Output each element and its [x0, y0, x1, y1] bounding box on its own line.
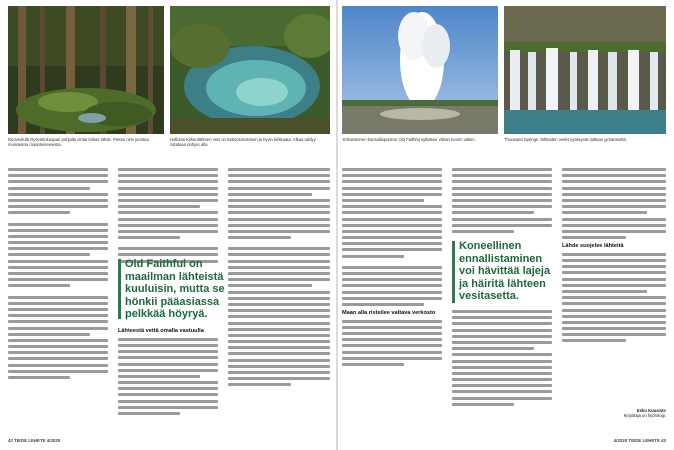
turquoise-spring-caption: Hollolan Kiikunlähteen vesi on turkoosinvärisen ja hyvin kirkkaata. Alkaa addyy ostataan pohjan alla. — [170, 137, 316, 148]
section-subhead: Lähteestä vettä omalla vastuulla — [118, 328, 204, 334]
pull-quote-right — [452, 240, 559, 303]
forest-spring-caption: Ruovedellä Ryövärinkuopan pohjalla virtaa kirkas lähde. Pekan nimi juontaa muinaiseta maanteiseweista. — [8, 137, 149, 148]
turquoise-spring-photo — [170, 6, 330, 134]
section-subhead-3: Lähde suojelee lähteitä — [562, 243, 624, 250]
body-column-1 — [8, 168, 108, 382]
thousand-springs-photo — [504, 6, 666, 134]
right-folio: 4/2020 TIEDE LEHETE 43 — [613, 438, 666, 443]
geyser-photo — [342, 6, 498, 134]
author-signature — [562, 408, 666, 419]
author-name: Esko Kuusisto — [636, 408, 666, 413]
body-column-2 — [118, 168, 218, 266]
section-subhead-2: Maan alla risteilee valtava verkosto — [342, 309, 436, 316]
body-column-2b — [118, 324, 218, 418]
pull-quote-right-text: Koneellinen ennallistaminen voi hävittää lajeja ja häiritä lähteen vesitasetta. — [459, 240, 551, 302]
pull-quote-left-text: Old Faithful on maailman lähteistä kuuluisin, mutta se hönkii pääasiassa pelkkää höyryä. — [125, 258, 225, 320]
left-folio: 42 TIEDE LEHETE 4/2020 — [8, 438, 61, 443]
author-role: Kirjoittaja on hydrologi. — [623, 413, 666, 419]
body-column-4 — [342, 168, 442, 369]
pull-quote-left — [118, 258, 225, 321]
geyser-caption: Yellowstonen kansallispuiston Old Faithful sylkäsee vähän tunnin välein. — [342, 137, 476, 142]
thousand-springs-caption: Thousand Springs -lähteiden vedet syöksyvät laittaan jyrkänteeltä. — [504, 137, 627, 142]
body-column-3 — [228, 168, 330, 390]
forest-spring-photo — [8, 6, 164, 134]
body-column-5b — [452, 310, 552, 409]
body-column-6 — [562, 168, 666, 346]
body-column-5 — [452, 168, 552, 236]
page-gutter — [336, 0, 338, 450]
